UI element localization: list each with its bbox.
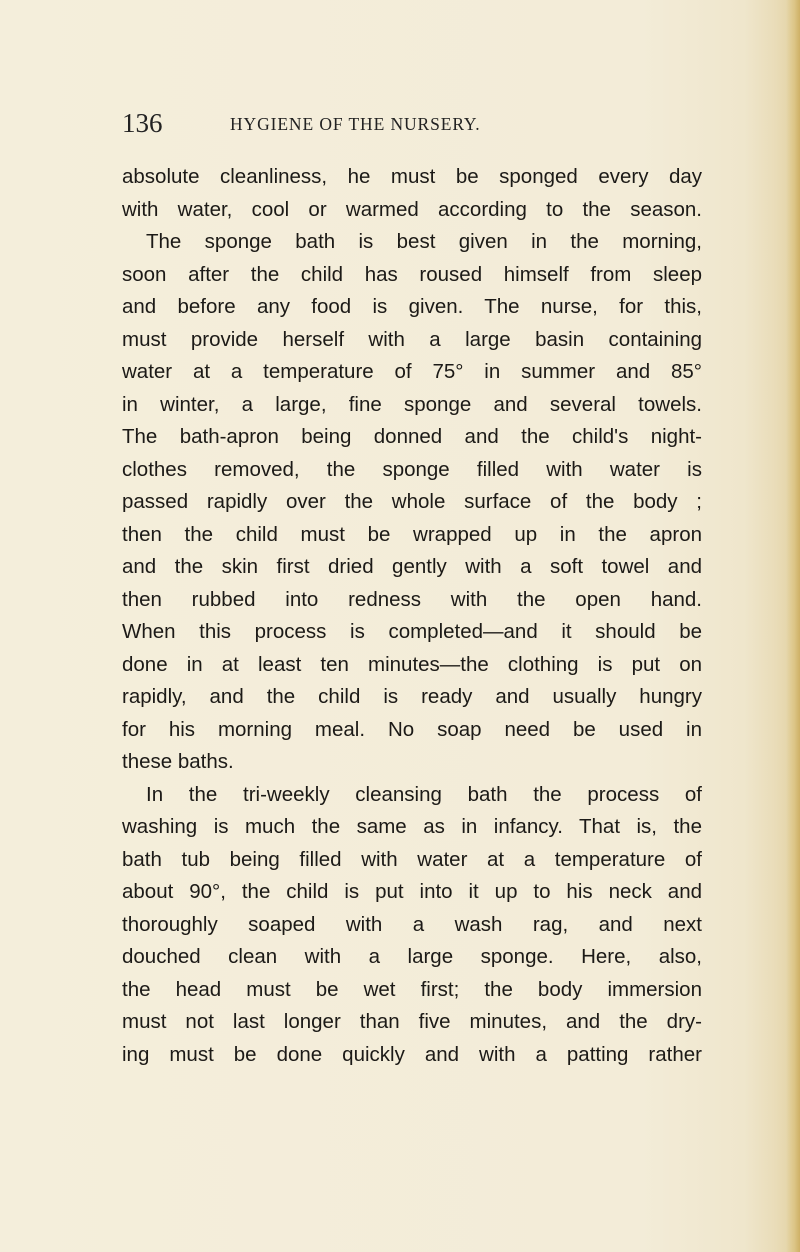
page-number: 136	[122, 108, 163, 138]
text-line: water at a temperature of 75° in summer and 85°	[122, 360, 702, 383]
text-line: douched clean with a large sponge. Here, also,	[122, 945, 702, 968]
text-line: must provide herself with a large basin containing	[122, 327, 702, 351]
running-head	[122, 108, 702, 138]
text-line: passed rapidly over the whole surface of the body ;	[122, 490, 702, 513]
text-line: the head must be wet first; the body immersion	[122, 977, 702, 1001]
text-line: must not last longer than five minutes, and the dry-	[122, 1010, 702, 1033]
paragraph-start-line: In the tri-weekly cleansing bath the process of	[146, 782, 702, 806]
text-line: in winter, a large, fine sponge and several towels.	[122, 392, 702, 416]
text-line: thoroughly soaped with a wash rag, and next	[122, 912, 702, 936]
text-line: ing must be done quickly and with a patting rather	[122, 1042, 702, 1066]
text-line: for his morning meal. No soap need be used in	[122, 717, 702, 741]
text-line: When this process is completed—and it should be	[122, 620, 702, 643]
text-line: with water, cool or warmed according to the season.	[122, 197, 702, 221]
text-line: then rubbed into redness with the open hand.	[122, 587, 702, 611]
text-line: washing is much the same as in infancy. That is, the	[122, 815, 702, 838]
text-line: then the child must be wrapped up in the apron	[122, 522, 702, 546]
text-line: clothes removed, the sponge filled with water is	[122, 457, 702, 481]
body-text	[122, 161, 702, 1071]
text-line: absolute cleanliness, he must be sponged every day	[122, 165, 702, 188]
text-line: done in at least ten minutes—the clothing is put on	[122, 652, 702, 676]
page-edge-shadow	[786, 0, 800, 1252]
text-line: bath tub being filled with water at a temperature of	[122, 847, 702, 871]
paragraph-end-line: these baths.	[122, 750, 234, 773]
paragraph-start-line: The sponge bath is best given in the morning,	[146, 230, 702, 253]
running-title: HYGIENE OF THE NURSERY.	[230, 114, 481, 134]
text-line: soon after the child has roused himself from sleep	[122, 262, 702, 286]
text-line: about 90°, the child is put into it up to his neck and	[122, 880, 702, 903]
text-line: The bath-apron being donned and the child's night-	[122, 425, 702, 448]
text-line: rapidly, and the child is ready and usually hungry	[122, 685, 702, 708]
text-line: and before any food is given. The nurse, for this,	[122, 295, 702, 318]
text-line: and the skin first dried gently with a soft towel and	[122, 555, 702, 578]
